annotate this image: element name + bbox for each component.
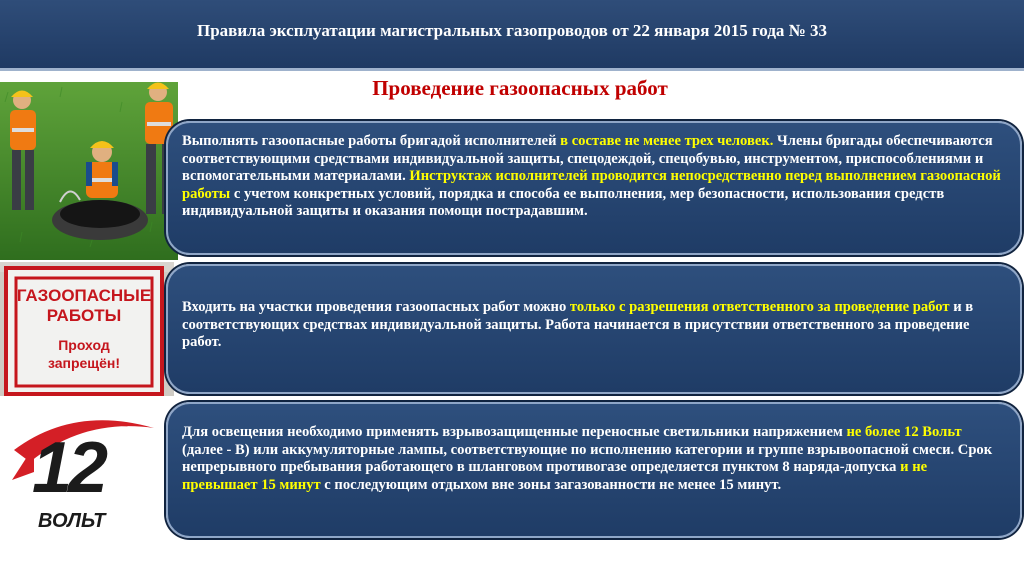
workers-illustration [0, 82, 178, 260]
panel-access [166, 264, 1022, 394]
panel-1-text-3: с учетом конкретных условий, порядка и способа ее выполнения, мер безопасности, использования средств индивидуальной защиты и оказания помощи пострадавшим. [182, 185, 945, 219]
header-title: Правила эксплуатации магистральных газопроводов от 22 января 2015 года № 33 [197, 21, 827, 40]
sign-line-4: запрещён! [47, 355, 121, 371]
sign-line-2: РАБОТЫ [46, 306, 122, 325]
panel-brigade [166, 121, 1022, 255]
warning-sign [0, 262, 174, 396]
panel-3-text-3: с последующим отдыхом вне зоны загазованности не менее 15 минут. [320, 476, 782, 493]
panel-1-highlight-2: Инструктаж исполнителей проводится непосредственно перед выполнением газоопасной работы [182, 168, 1001, 202]
sign-line-1: ГАЗООПАСНЫЕ [16, 286, 152, 305]
logo-number: 12 [32, 428, 105, 508]
twelve-volt-logo [4, 410, 168, 538]
sign-line-3: Проход [58, 337, 110, 353]
panel-3-text-1: Для освещения необходимо применять взрывозащищенные переносные светильники напряжением [182, 424, 847, 440]
panel-3-highlight-1: не более 12 Вольт [846, 424, 962, 440]
panel-2-text-1: Входить на участки проведения газоопасных работ можно [182, 299, 570, 315]
panel-3-highlight-2: и не превышает 15 минут [182, 459, 928, 493]
panel-2-text-2: и в соответствующих средствах индивидуальной защиты. Работа начинается в присутствии ответственного за проведение работ. [182, 299, 974, 350]
panel-3-text-2: (далее - В) или аккумуляторные лампы, соответствующие по исполнению категории и группе взрывоопасной смеси. Срок непрерывного пребывания работающего в шланговом противогазе определяется пунктом 8 наряда-допуска [182, 441, 993, 475]
panel-1-text-2: Члены бригады обеспечиваются соответствующими средствами индивидуальной защиты, спецодеждой, спецобувью, инструментом, приспособлениями и вспомогательными материалами. [182, 133, 993, 184]
header-bar [0, 0, 1024, 71]
logo-word: ВОЛЬТ [38, 510, 106, 532]
panel-2-highlight-1: только с разрешения ответственного за проведение работ [569, 299, 950, 315]
section-title: Проведение газоопасных работ [372, 76, 668, 100]
panel-1-highlight-1: в составе не менее трех человек. [560, 133, 774, 149]
panel-lighting [166, 402, 1022, 538]
panel-1-text-1: Выполнять газоопасные работы бригадой исполнителей [182, 133, 561, 149]
